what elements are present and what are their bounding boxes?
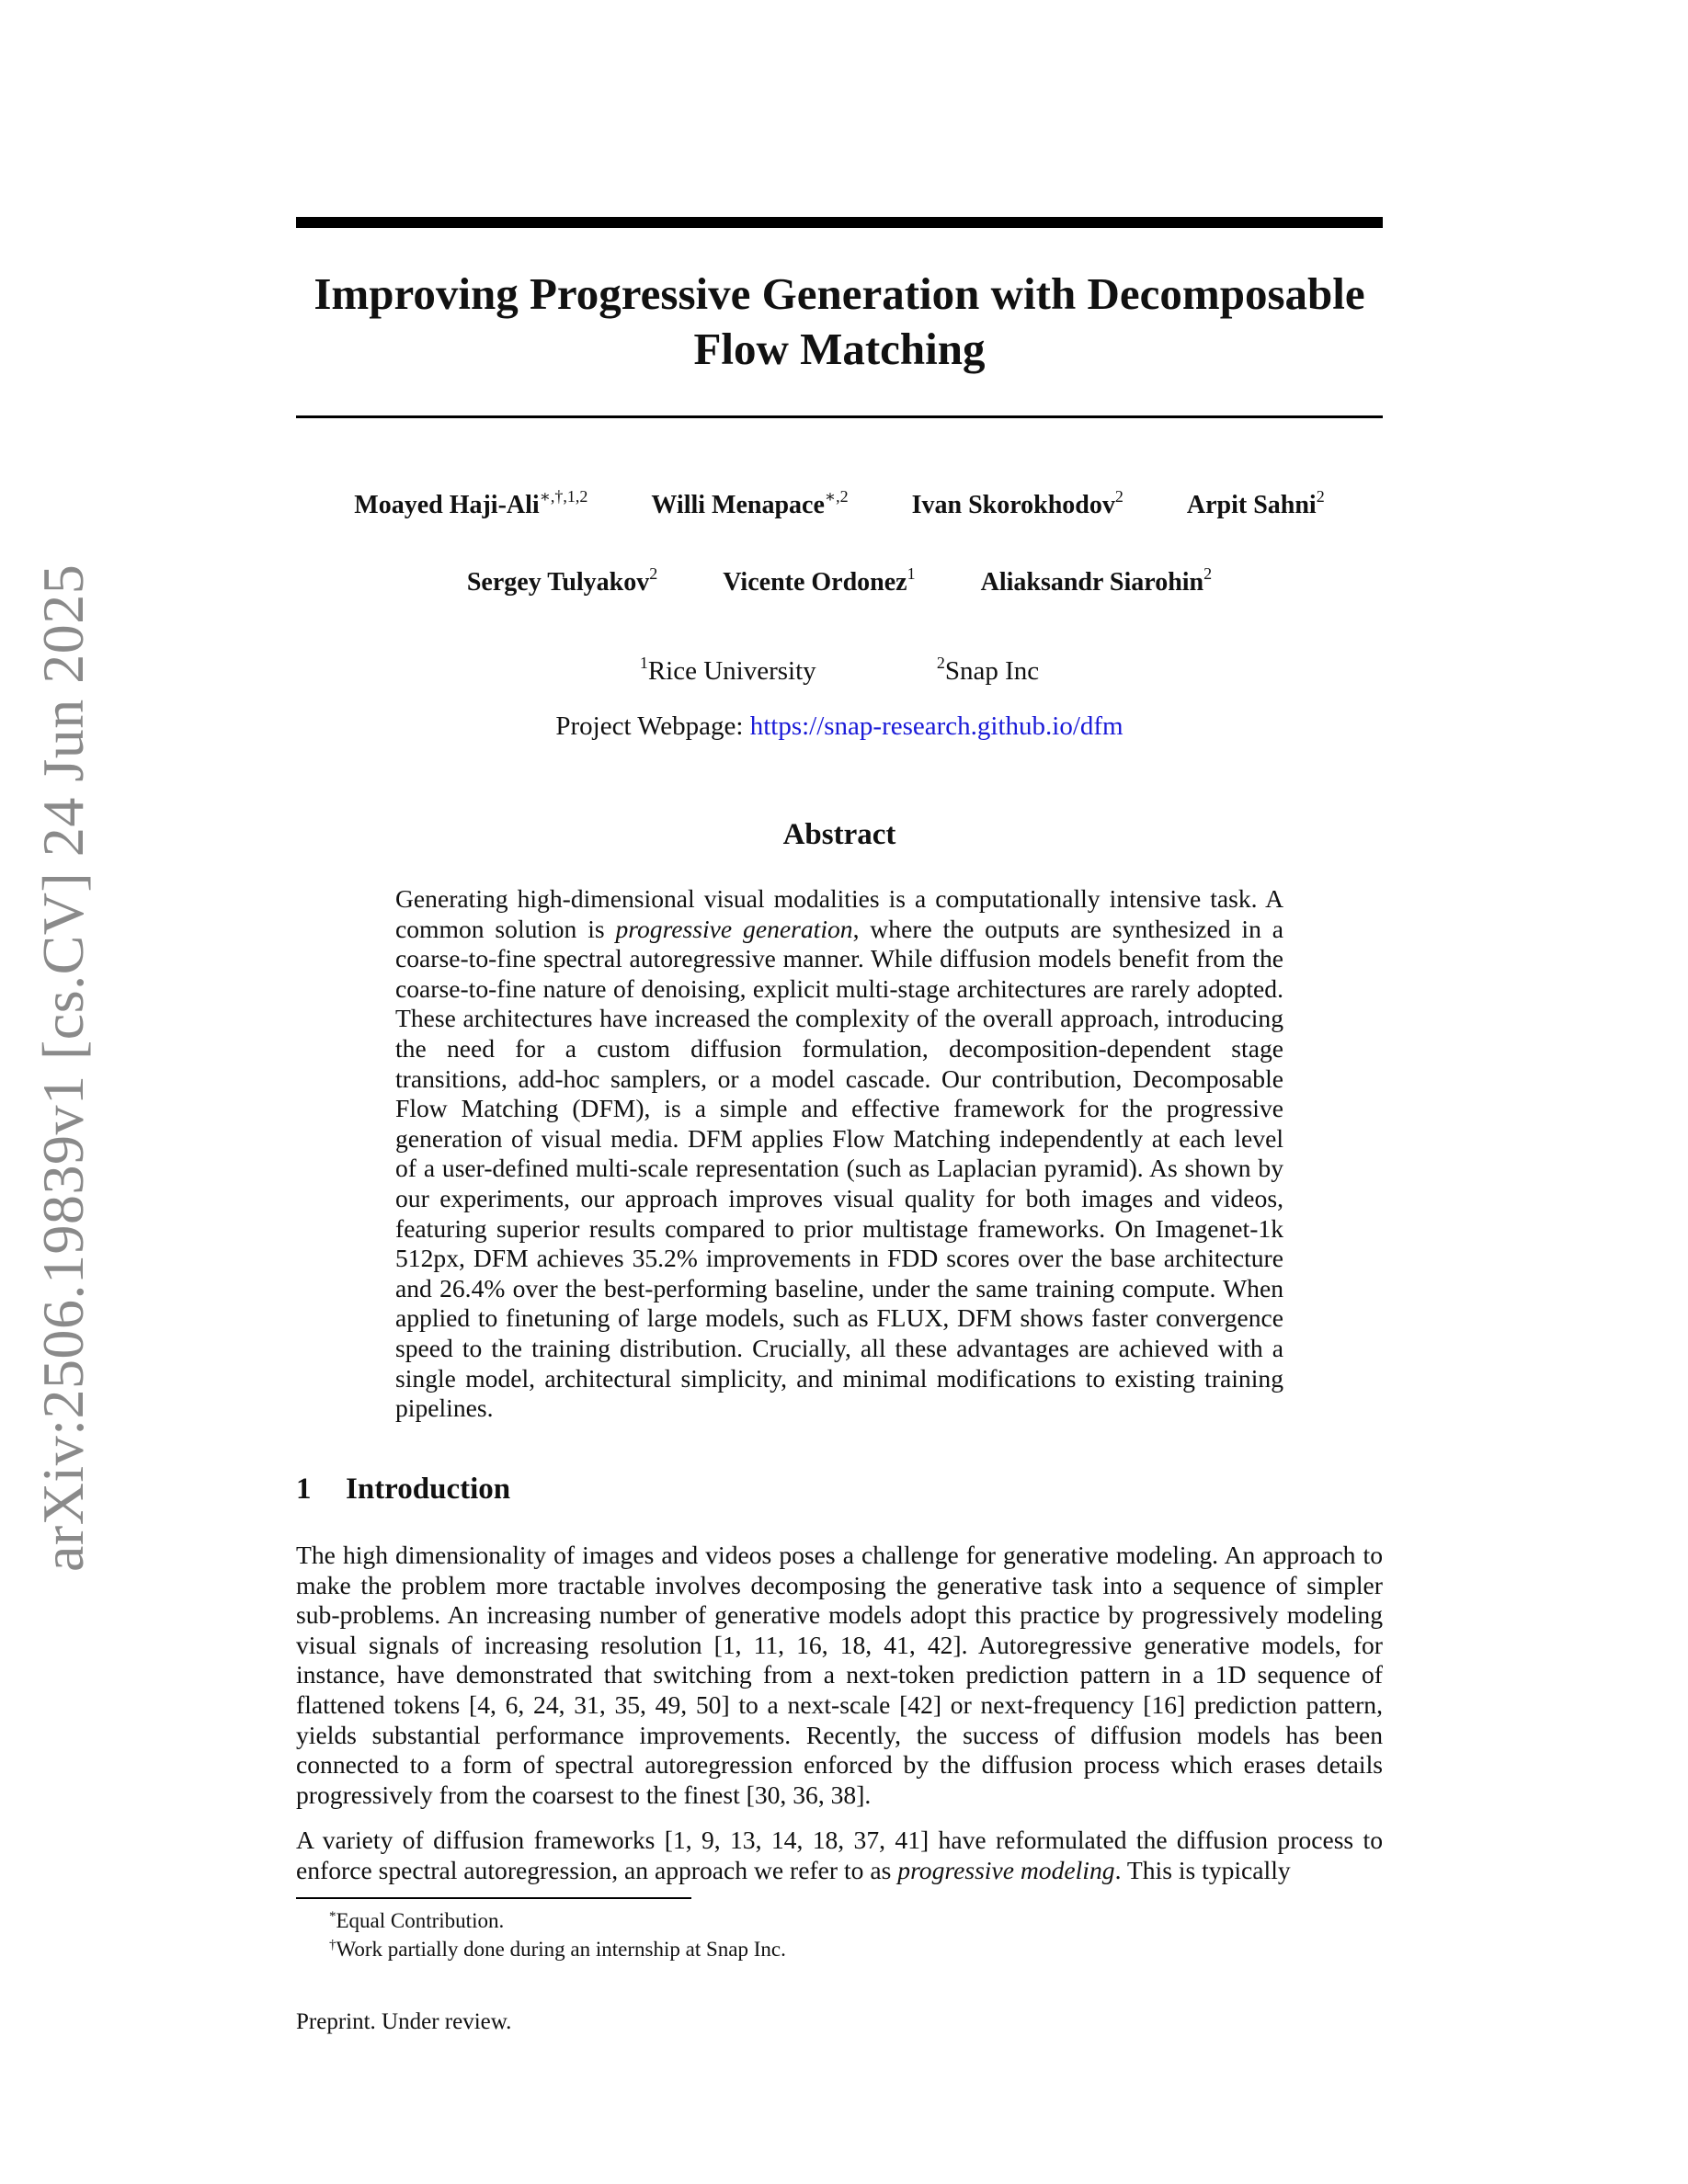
affiliations: [296, 656, 1383, 687]
author: Arpit Sahni$^2$: [1186, 487, 1325, 519]
title-bottom-rule: [296, 415, 1383, 418]
footnote-rule: [296, 1897, 691, 1899]
footnote: †Work partially done during an internship at Snap Inc.: [329, 1938, 786, 1961]
paper-title: Improving Progressive Generation with Decomposable Flow Matching: [314, 268, 1365, 374]
author-list-row-1: [296, 487, 1383, 520]
author: Vicente Ordonez$^1$: [723, 564, 916, 597]
arxiv-identifier-stamp: arXiv:2506.19839v1 [cs.CV] 24 Jun 2025: [30, 563, 96, 1572]
author: Moayed Haji-Ali$^{∗,\dagger,1,2}$: [354, 487, 588, 519]
author: Willi Menapace$^{∗,2}$: [651, 487, 849, 519]
intro-paragraph-1: The high dimensionality of images and videos poses a challenge for generative modeling. An approach to make the problem more tractable involves decomposing the generative task into a sequence of simpler sub-problems. An increasing number of generative models adopt this practice by progressively modeling visual signals of increasing resolution [1, 11, 16, 18, 41, 42]. Autoregressive generative models, for instance, have demonstrated that switching from a next-token prediction pattern in a 1D sequence of flattened tokens [4, 6, 24, 31, 35, 49, 50] to a next-scale [42] or next-frequency [16] prediction pattern, yields substantial performance improvements. Recently, the success of diffusion models has been connected to a form of spectral autoregression enforced by the diffusion process which erases details progressively from the coarsest to the finest [30, 36, 38].: [296, 1541, 1383, 1809]
footnote: *Equal Contribution.: [329, 1909, 505, 1932]
project-webpage: [296, 711, 1383, 742]
intro-paragraph-2: A variety of diffusion frameworks [1, 9, 13, 14, 18, 37, 41] have reformulated the diffusion process to enforce spectral autoregression, an approach we refer to as progressive modeling. This is typically: [296, 1826, 1383, 1884]
author: Ivan Skorokhodov$^2$: [911, 487, 1123, 519]
author: Sergey Tulyakov$^2$: [466, 564, 658, 597]
webpage-link[interactable]: https://snap-research.github.io/dfm: [749, 711, 1123, 741]
preprint-note: Preprint. Under review.: [296, 2009, 512, 2034]
footnotes: [329, 1906, 786, 1963]
abstract-heading: Abstract: [782, 818, 896, 851]
author: Aliaksandr Siarohin$^2$: [980, 564, 1213, 597]
abstract-body: Generating high-dimensional visual modalities is a computationally intensive task. A common solution is progressive generation, where the outputs are synthesized in a coarse-to-fine spectral autoregressive manner. While diffusion models benefit from the coarse-to-fine nature of denoising, explicit multi-stage architectures are rarely adopted. These architectures have increased the complexity of the overall approach, introducing the need for a custom diffusion formulation, decomposition-dependent stage transitions, add-hoc samplers, or a model cascade. Our contribution, Decomposable Flow Matching (DFM), is a simple and effective framework for the progressive generation of visual media. DFM applies Flow Matching independently at each level of a user-defined multi-scale representation (such as Laplacian pyramid). As shown by our experiments, our approach improves visual quality for both images and videos, featuring superior results compared to prior multistage frameworks. On Imagenet-1k 512px, DFM achieves 35.2% improvements in FDD scores over the base architecture and 26.4% over the best-performing baseline, under the same training compute. When applied to finetuning of large models, such as FLUX, DFM shows faster convergence speed to the training distribution. Crucially, all these advantages are achieved with a single model, architectural simplicity, and minimal modifications to existing training pipelines.: [395, 884, 1284, 1423]
section-heading: 1 Introduction: [296, 1473, 511, 1506]
webpage-label: Project Webpage:: [555, 711, 744, 741]
affiliation: $^1$Rice University: [639, 654, 816, 686]
abstract-emphasis: progressive generation: [615, 914, 853, 943]
author-list-row-2: [296, 564, 1383, 597]
title-top-rule: [296, 217, 1383, 228]
affiliation: $^2$Snap Inc: [936, 654, 1040, 686]
intro-emphasis: progressive modeling: [897, 1855, 1115, 1884]
